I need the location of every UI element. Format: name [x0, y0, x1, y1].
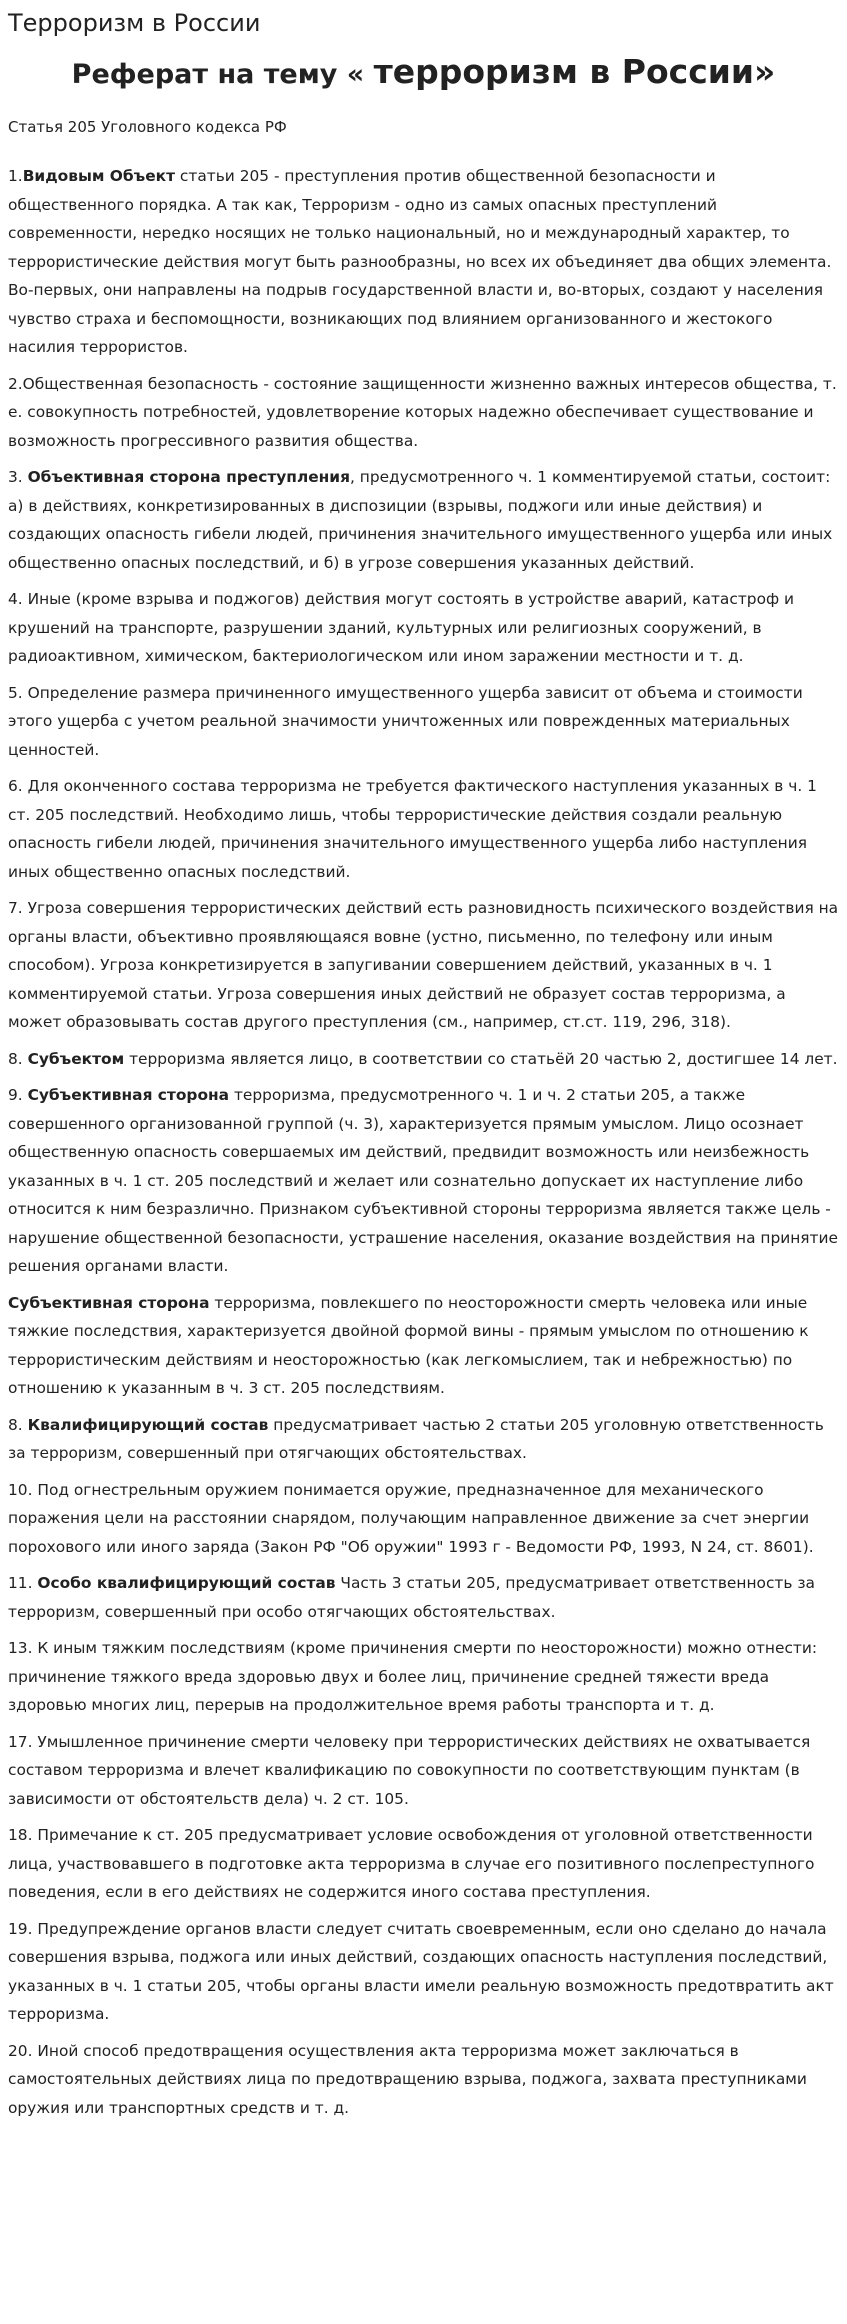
paragraph-term: Особо квалифицирующий состав — [37, 1574, 336, 1592]
paragraph — [8, 1634, 839, 1720]
paragraph — [8, 1045, 839, 1074]
subtitle-prefix: Реферат на тему « — [71, 59, 374, 90]
paragraph-number: 3. — [8, 468, 28, 486]
paragraph-number: 9. — [8, 1086, 28, 1104]
paragraph — [8, 1569, 839, 1626]
paragraph-text: статьи 205 - преступления против общественной безопасности и общественного порядка. А так как, Терроризм - одно из самых опасных преступлений современности, нередко носящих не только национальный, но и международный характер, то террористические действия могут быть разнообразны, но всех их объединяет два общих элемента. Во-первых, они направлены на подрыв государственной власти и, во-вторых, создают у населения чувство страха и беспомощности, возникающих под влиянием организованного и жестокого насилия террористов. — [8, 167, 832, 356]
paragraph-term: Субъективная сторона — [27, 1086, 230, 1104]
subtitle-main: терроризм в России» — [373, 52, 776, 91]
paragraph — [8, 1728, 839, 1814]
paragraph — [8, 1081, 839, 1281]
paragraph-text: терроризма, предусмотренного ч. 1 и ч. 2 статьи 205, а также совершенного организованной группой (ч. 3), характеризуется прямым умыслом. Лицо осознает общественную опасность совершаемых им действий, предвидит возможность или неизбежность указанных в ч. 1 ст. 205 последствий и желает или сознательно допускает их наступление либо относится к ним безразлично. Признаком субъективной стороны терроризма является также цель - нарушение общественной безопасности, устрашение населения, оказание воздействия на принятие решения органами власти. — [8, 1086, 838, 1275]
article-reference: Статья 205 Уголовного кодекса РФ — [8, 118, 287, 136]
paragraph-term: Квалифицирующий состав — [27, 1415, 269, 1434]
paragraph — [8, 162, 839, 362]
paragraph-text: 18. Примечание к ст. 205 предусматривает условие освобождения от уголовной ответственности лица, участвовавшего в подготовке акта терроризма в случае его позитивного послепреступного поведения, если в его действиях не содержится иного состава преступления. — [8, 1826, 815, 1901]
paragraph — [8, 1915, 839, 2029]
paragraph-number: 1. — [8, 167, 23, 185]
paragraph-list — [8, 162, 839, 2122]
paragraph-text: 17. Умышленное причинение смерти человеку при террористических действиях не охватывается составом терроризма и влечет квалификацию по совокупности по соответствующим пунктам (в зависимости от обстоятельств дела) ч. 2 ст. 105. — [8, 1732, 811, 1808]
paragraph-number: 8. — [8, 1415, 28, 1434]
paragraph — [8, 1821, 839, 1907]
paragraph-text: , предусмотренного ч. 1 комментируемой статьи, состоит: а) в действиях, конкретизированных в диспозиции (взрывы, поджоги или иные действия) и создающих опасность гибели людей, причинения значительного имущественного ущерба или иных общественно опасных последствий, и б) в угрозе совершения указанных действий. — [8, 468, 833, 572]
paragraph-term: Субъективная сторона — [8, 1293, 210, 1312]
paragraph-text: 5. Определение размера причиненного имущественного ущерба зависит от объема и стоимости этого ущерба с учетом реальной значимости уничтоженных или поврежденных материальных ценностей. — [8, 683, 803, 759]
paragraph-text: терроризма является лицо, в соответствии со статьёй 20 частью 2, достигшее 14 лет. — [124, 1049, 838, 1068]
paragraph-text: 7. Угроза совершения террористических действий есть разновидность психического воздействия на органы власти, объективно проявляющаяся вовне (устно, письменно, по телефону или иным способом). Угроза конкретизируется в запугивании совершением действий, указанных в ч. 1 комментируемой статьи. Угроза совершения иных действий не образует состав терроризма, а может образовывать состав другого преступления (см., например, ст.ст. 119, 296, 318). — [8, 899, 839, 1031]
paragraph-term: Видовым Объект — [22, 167, 176, 185]
paragraph-term: Объективная сторона преступления — [27, 468, 350, 486]
paragraph-text: 2.Общественная безопасность - состояние защищенности жизненно важных интересов общества, т. е. совокупность потребностей, удовлетворение которых надежно обеспечивает существование и возможность прогрессивного развития общества. — [8, 374, 837, 450]
paragraph-text: 6. Для оконченного состава терроризма не требуется фактического наступления указанных в ч. 1 ст. 205 последствий. Необходимо лишь, чтобы террористические действия создали реальную опасность гибели людей, причинения значительного имущественного ущерба либо наступления иных общественно опасных последствий. — [8, 777, 817, 881]
paragraph-text: 20. Иной способ предотвращения осуществления акта терроризма может заключаться в самостоятельных действиях лица по предотвращению взрыва, поджога, захвата преступниками оружия или транспортных средств и т. д. — [8, 2041, 807, 2117]
paragraph-text: 4. Иные (кроме взрыва и поджогов) действия могут состоять в устройстве аварий, катастроф и крушений на транспорте, разрушении зданий, культурных или религиозных сооружений, в радиоактивном, химическом, бактериологическом или ином заражении местности и т. д. — [8, 590, 795, 665]
paragraph-text: терроризма, повлекшего по неосторожности смерть человека или иные тяжкие последствия, характеризуется двойной формой вины - прямым умыслом по отношению к террористическим действиям и неосторожностью (как легкомыслием, так и небрежностью) по отношению к указанным в ч. 3 ст. 205 последствиям. — [8, 1293, 809, 1397]
paragraph-term: Субъектом — [27, 1049, 125, 1068]
paragraph — [8, 585, 839, 671]
paragraph — [8, 894, 839, 1037]
paragraph-text: Часть 3 статьи 205, предусматривает ответственность за терроризм, совершенный при особо отягчающих обстоятельствах. — [8, 1574, 815, 1621]
paragraph-number: 11. — [8, 1574, 38, 1592]
paragraph — [8, 1476, 839, 1562]
paragraph-text: 13. К иным тяжким последствиям (кроме причинения смерти по неосторожности) можно отнести: причинение тяжкого вреда здоровью двух и более лиц, причинение средней тяжести вреда здоровью многих лиц, перерыв на продолжительное время работы транспорта и т. д. — [8, 1639, 818, 1714]
paragraph-text: 19. Предупреждение органов власти следует считать своевременным, если оно сделано до начала совершения взрыва, поджога или иных действий, создающих опасность наступления последствий, указанных в ч. 1 статьи 205, чтобы органы власти имели реальную возможность предотвратить акт терроризма. — [8, 1919, 834, 2023]
paragraph — [8, 1411, 839, 1468]
paragraph — [8, 772, 839, 886]
paragraph-text: 10. Под огнестрельным оружием понимается оружие, предназначенное для механического поражения цели на расстоянии снарядом, получающим направленное движение за счет энергии порохового или иного заряда (Закон РФ "Об оружии" 1993 г - Ведомости РФ, 1993, N 24, ст. 8601). — [8, 1480, 814, 1556]
essay-subtitle — [8, 52, 839, 95]
paragraph — [8, 463, 839, 577]
paragraph — [8, 679, 839, 765]
paragraph — [8, 2037, 839, 2123]
page-title: Терроризм в России — [8, 9, 261, 37]
paragraph-text: предусматривает частью 2 статьи 205 уголовную ответственность за терроризм, совершенный при отягчающих обстоятельствах. — [8, 1415, 824, 1462]
paragraph-number: 8. — [8, 1049, 28, 1068]
paragraph — [8, 1289, 839, 1403]
paragraph — [8, 370, 839, 456]
